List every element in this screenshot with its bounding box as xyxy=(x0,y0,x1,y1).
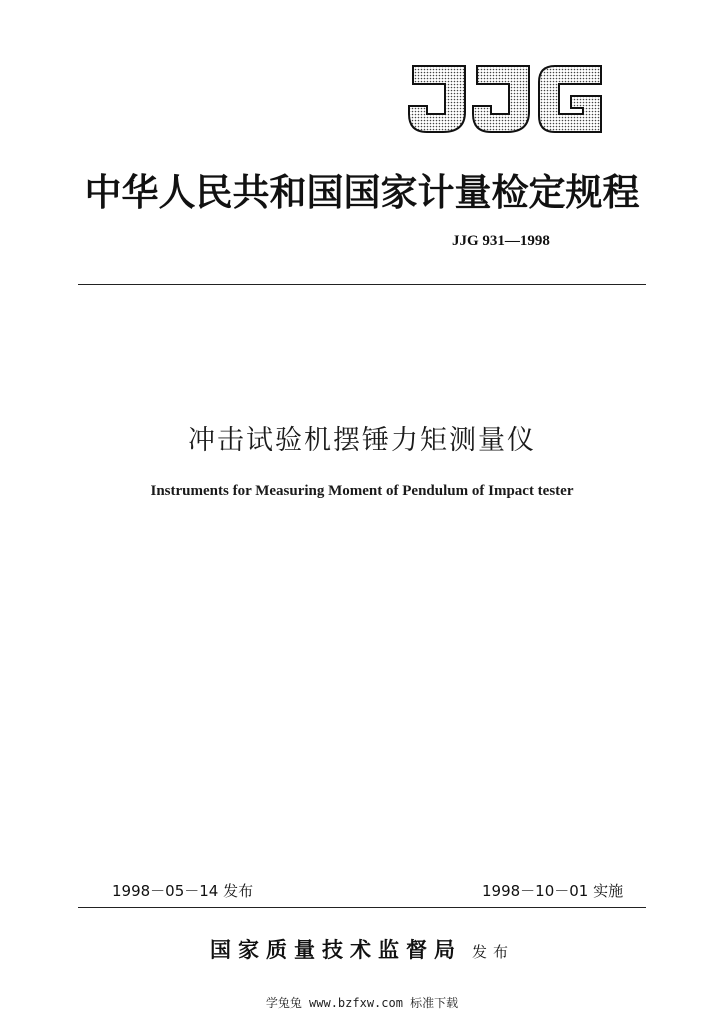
bottom-divider xyxy=(78,907,646,908)
publisher-suffix: 发布 xyxy=(471,943,514,961)
logo-letter-j1 xyxy=(409,66,465,132)
jjg-logo xyxy=(405,62,605,138)
top-divider xyxy=(78,284,646,285)
logo-letter-j2 xyxy=(473,66,529,132)
issue-date: 1998－05－14 发布 xyxy=(112,882,254,900)
logo-letter-g xyxy=(539,66,601,132)
publisher-name: 国家质量技术监督局 xyxy=(209,937,462,962)
standard-series-title: 中华人民共和国国家计量检定规程 xyxy=(84,170,640,214)
publisher-line xyxy=(0,934,724,964)
footer-watermark-note: 学兔兔 www.bzfxw.com 标准下载 xyxy=(265,996,459,1010)
standard-code: JJG 931—1998 xyxy=(452,233,550,249)
document-title-english: Instruments for Measuring Moment of Pendulum of Impact tester xyxy=(150,483,574,499)
document-title-chinese: 冲击试验机摆锤力矩测量仪 xyxy=(188,425,536,456)
effective-date: 1998－10－01 实施 xyxy=(482,882,624,900)
